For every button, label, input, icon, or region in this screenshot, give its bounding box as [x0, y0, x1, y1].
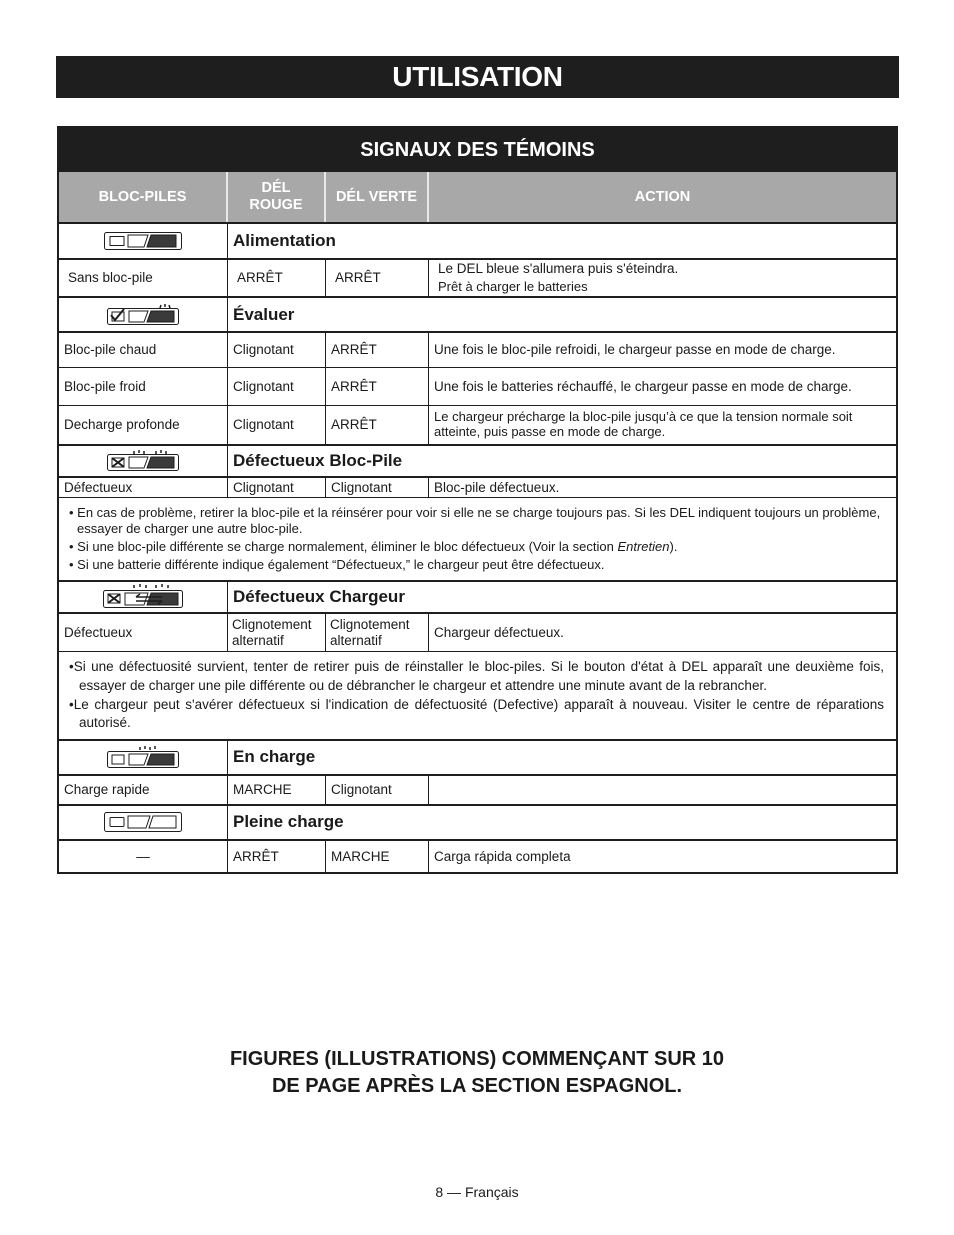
cell-action: Une fois le batteries réchauffé, le chargeur passe en mode de charge.: [434, 378, 852, 394]
cell-bloc: Sans bloc-pile: [59, 260, 228, 296]
cell-del-rouge: Clignotant: [228, 333, 326, 367]
cell-action: Bloc-pile défectueux.: [434, 479, 560, 495]
section-evaluer: [59, 297, 896, 333]
cell-text: Clignotement: [232, 617, 312, 633]
cell-action: Chargeur défectueux.: [434, 625, 564, 641]
section-label-en-charge: En charge: [233, 747, 316, 767]
cell-action: [429, 776, 896, 804]
cell-del-rouge: Clignotant: [228, 368, 326, 405]
section-pleine-charge: [59, 805, 896, 841]
battery-charging-icon: [104, 745, 182, 769]
figures-note-line2: DE PAGE APRÈS LA SECTION ESPAGNOL.: [271, 1075, 683, 1097]
cell-text: alternatif: [330, 632, 382, 648]
cell-action: Une fois le bloc-pile refroidi, le chargeur passe en mode de charge.: [434, 342, 836, 358]
table-row: [59, 614, 896, 652]
cell-action: Carga rápida completa: [434, 848, 571, 864]
cell-del-rouge: ARRÊT: [228, 260, 326, 296]
table-row: [59, 841, 896, 872]
cell-del-rouge: [228, 614, 326, 651]
cell-action: Le chargeur précharge la bloc-pile jusqu’à ce que la tension normale soit atteinte, puis passe en mode de charge.: [434, 409, 853, 439]
led-signals-table: [57, 126, 898, 874]
table-row: [59, 406, 896, 445]
cell-del-verte: ARRÊT: [326, 260, 429, 296]
cell-text: alternatif: [232, 632, 284, 648]
cell-del-verte: ARRÊT: [326, 368, 429, 405]
section-label-pleine-charge: Pleine charge: [233, 812, 344, 832]
note-item: • En cas de problème, retirer la bloc-pile et la réinsérer pour voir si elle ne se charge toujours pas. Si les DEL indiquent toujours un problème, essayer de charger une autre bloc-pile.: [69, 505, 881, 536]
cell-del-rouge: Clignotant: [228, 406, 326, 444]
notes-defectueux-bloc: [59, 498, 896, 582]
header-bloc-piles: BLOC-PILES: [59, 172, 228, 222]
cell-del-verte: ARRÊT: [326, 333, 429, 367]
table-row: [59, 260, 896, 297]
note-item: •Si une défectuosité survient, tenter de retirer puis de réinstaller le bloc-piles. Si le bouton d'état à DEL apparaît une deuxième fois, essayer de charger une pile différente ou de débrancher le chargeur et attendre une minute avant de la rebrancher.: [69, 659, 884, 693]
note-text: • Si une bloc-pile différente se charge normalement, éliminer le bloc défectueux (Voir la section: [69, 539, 618, 555]
notes-defectueux-chargeur: [59, 652, 896, 741]
cell-del-verte: [326, 614, 429, 651]
action-line2: Prêt à charger le batteries: [438, 278, 588, 294]
section-label-defectueux-bloc: Défectueux Bloc-Pile: [233, 451, 403, 470]
note-link-text: Entretien: [617, 539, 670, 555]
action-line1: Le DEL bleue s'allumera puis s'éteindra.: [438, 261, 679, 277]
cell-del-verte: MARCHE: [326, 841, 429, 872]
table-header-row: [59, 172, 896, 224]
cell-bloc: Charge rapide: [59, 776, 228, 804]
cell-bloc: Bloc-pile froid: [59, 368, 228, 405]
header-del-rouge-line1: DÉL: [261, 180, 291, 197]
cell-del-rouge: ARRÊT: [228, 841, 326, 872]
note-text: ).: [669, 539, 678, 555]
note-item: • Si une batterie différente indique également “Défectueux,” le chargeur peut être défectueux.: [69, 556, 605, 572]
header-action: ACTION: [634, 188, 691, 205]
cell-del-verte: ARRÊT: [326, 406, 429, 444]
figures-note: [0, 1046, 954, 1100]
charger-defective-icon: [100, 584, 186, 610]
cell-del-verte: Clignotant: [326, 478, 429, 497]
cell-text: Clignotement: [330, 617, 410, 633]
section-defectueux-bloc: [59, 445, 896, 478]
section-label-evaluer: Évaluer: [233, 304, 295, 324]
table-title: SIGNAUX DES TÉMOINS: [59, 128, 896, 172]
battery-defective-icon: [104, 450, 182, 472]
section-defectueux-chargeur: [59, 582, 896, 614]
page-banner-title: UTILISATION: [56, 56, 899, 98]
section-label-alimentation: Alimentation: [233, 231, 336, 250]
section-alimentation: [59, 224, 896, 260]
header-del-rouge-line2: ROUGE: [249, 197, 303, 213]
cell-bloc: Défectueux: [59, 478, 228, 497]
cell-action: [429, 260, 896, 296]
cell-bloc: —: [59, 841, 228, 872]
section-en-charge: [59, 741, 896, 776]
table-row: [59, 368, 896, 406]
cell-del-rouge: Clignotant: [228, 478, 326, 497]
header-del-rouge: [228, 172, 326, 222]
table-row: [59, 478, 896, 498]
battery-off-icon: [104, 232, 182, 250]
battery-full-icon: [104, 812, 182, 832]
table-row: [59, 333, 896, 368]
page-number: 8 — Français: [435, 1184, 519, 1200]
table-row: [59, 776, 896, 805]
battery-check-icon: [104, 304, 182, 326]
note-item: •Le chargeur peut s'avérer défectueux si l'indication de défectuosité (Defective) apparaît à nouveau. Visiter le centre de réparations autorisé.: [69, 696, 884, 731]
cell-bloc: Decharge profonde: [59, 406, 228, 444]
cell-bloc: Défectueux: [59, 614, 228, 651]
note-item: [69, 539, 886, 555]
section-label-defectueux-chargeur: Défectueux Chargeur: [233, 587, 405, 607]
cell-bloc: Bloc-pile chaud: [59, 333, 228, 367]
header-del-verte: DÉL VERTE: [326, 172, 429, 222]
cell-del-rouge: MARCHE: [228, 776, 326, 804]
cell-del-verte: Clignotant: [326, 776, 429, 804]
figures-note-line1: FIGURES (ILLUSTRATIONS) COMMENÇANT SUR 10: [229, 1048, 725, 1070]
